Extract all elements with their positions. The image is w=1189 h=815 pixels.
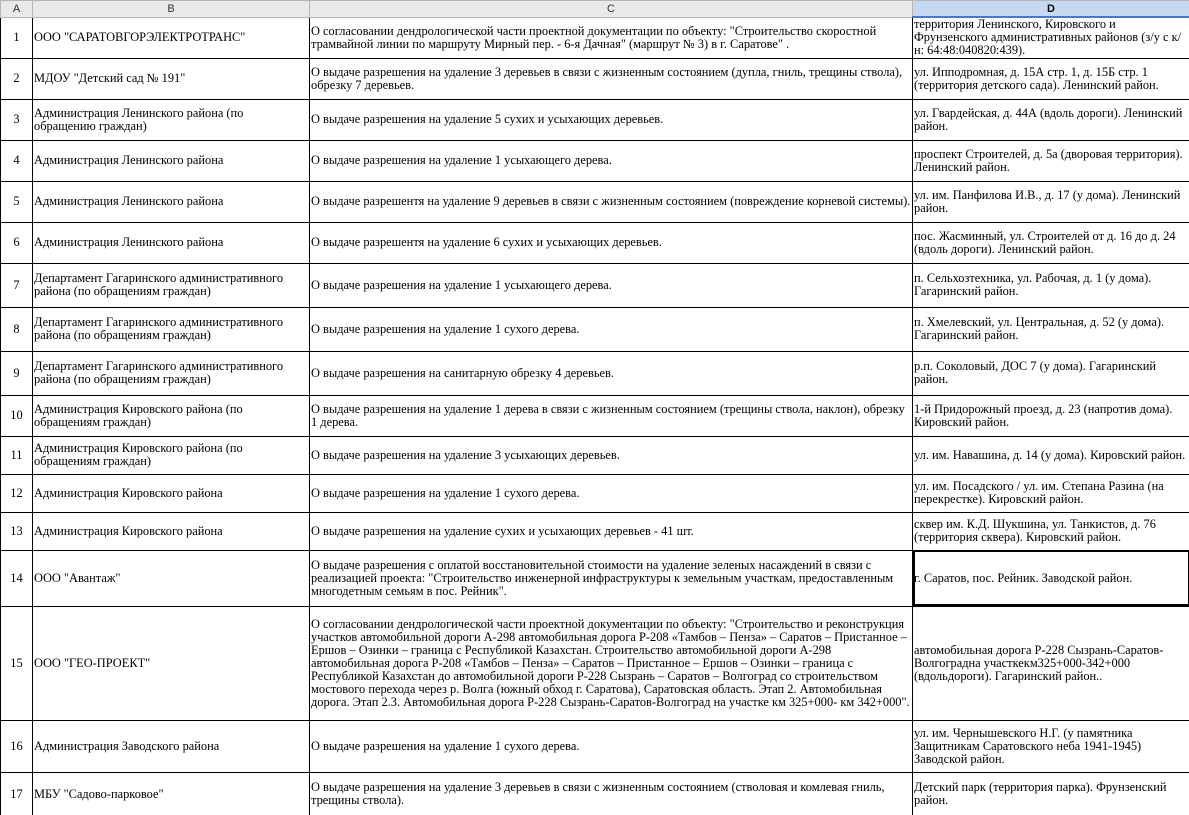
table-row (1, 436, 1189, 474)
address-cell[interactable]: проспект Строителей, д. 5а (дворовая территория). Ленинский район. (913, 140, 1189, 181)
organization-cell[interactable]: ООО "САРАТОВГОРЭЛЕКТРОТРАНС" (33, 17, 310, 58)
subject-cell[interactable]: О выдаче разрешения на удаление 1 дерева в связи с жизненным состоянием (трещины ствола, наклон), обрезку 1 дерева. (310, 395, 913, 436)
row-number-cell[interactable]: 7 (1, 263, 33, 307)
subject-cell[interactable]: О выдаче разрешения на санитарную обрезку 4 деревьев. (310, 351, 913, 395)
row-number-cell[interactable]: 4 (1, 140, 33, 181)
row-number-cell[interactable]: 8 (1, 307, 33, 351)
table-row (1, 550, 1189, 606)
subject-cell[interactable]: О согласовании дендрологической части проектной документации по объекту: "Строительство и реконструкция участков автомобильной дороги А-298 автомобильная дорога Р-208 «Тамбов – Пенза» – Саратов – Пристанное – Ершов – Озинки – граница с Республикой Казахстан. Строительство автомобильной дороги А-298 автомобильная дорога Р-208 «Тамбов – Пенза» – Саратов – Пристанное – Ершов – Озинки – граница с Республикой Казахстан до автомобильной дороги Р-228 Сызрань – Саратов – Волгоград со строительством мостового перехода через р. Волга (южный обход г. Саратова), Саратовская область. Этап 2. Автомобильная дорога. Этап 2.3. Автомобильная дорога Р-228 Сызрань-Саратов-Волгоград на участке км 325+000- км 342+000". (310, 606, 913, 720)
column-header-c[interactable]: C (310, 1, 913, 18)
organization-cell[interactable]: ООО "Авантаж" (33, 550, 310, 606)
row-number-cell[interactable]: 5 (1, 181, 33, 222)
address-cell[interactable]: ул. Гвардейская, д. 44А (вдоль дороги). Ленинский район. (913, 99, 1189, 140)
table-row (1, 474, 1189, 512)
address-cell[interactable]: территория Ленинского, Кировского и Фрунзенского административных районов (з/у с к/н: 64:48:040820:439). (913, 17, 1189, 58)
organization-cell[interactable]: Департамент Гагаринского административного района (по обращениям граждан) (33, 263, 310, 307)
organization-cell[interactable]: МБУ "Садово-парковое" (33, 772, 310, 815)
subject-cell[interactable]: О выдаче разрешения на удаление 1 усыхающего дерева. (310, 140, 913, 181)
table-row (1, 263, 1189, 307)
table-row (1, 140, 1189, 181)
address-cell[interactable]: п. Сельхозтехника, ул. Рабочая, д. 1 (у дома). Гагаринский район. (913, 263, 1189, 307)
table-row (1, 772, 1189, 815)
row-number-cell[interactable]: 9 (1, 351, 33, 395)
table-row (1, 720, 1189, 772)
table-row (1, 351, 1189, 395)
row-number-cell[interactable]: 15 (1, 606, 33, 720)
address-cell[interactable]: автомобильная дорога Р-228 Сызрань-Саратов-Волгоградна участкекм325+000-342+000 (вдольдороги). Гагаринский район.. (913, 606, 1189, 720)
address-cell[interactable]: ул. им. Чернышевского Н.Г. (у памятника Защитникам Саратовского неба 1941-1945) Заводской район. (913, 720, 1189, 772)
address-cell[interactable]: п. Хмелевский, ул. Центральная, д. 52 (у дома). Гагаринский район. (913, 307, 1189, 351)
row-number-cell[interactable]: 16 (1, 720, 33, 772)
subject-cell[interactable]: О выдаче разрешения на удаление 5 сухих и усыхающих деревьев. (310, 99, 913, 140)
organization-cell[interactable]: Департамент Гагаринского административного района (по обращениям граждан) (33, 307, 310, 351)
table-row (1, 222, 1189, 263)
subject-cell[interactable]: О выдаче разрешения на удаление 3 усыхающих деревьев. (310, 436, 913, 474)
organization-cell[interactable]: Администрация Ленинского района (33, 181, 310, 222)
row-number-cell[interactable]: 1 (1, 17, 33, 58)
subject-cell[interactable]: О выдаче разрешения с оплатой восстановительной стоимости на удаление зеленых насаждений в связи с реализацией проекта: "Строительство инженерной инфраструктуры к земельным участкам, предоставленным многодетным семьям в пос. Рейник". (310, 550, 913, 606)
organization-cell[interactable]: Администрация Кировского района (33, 512, 310, 550)
subject-cell[interactable]: О согласовании дендрологической части проектной документации по объекту: "Строительство скоростной трамвайной линии по маршруту Мирный пер. - 6-я Дачная" (маршрут № 3) в г. Саратове" . (310, 17, 913, 58)
column-header-b[interactable]: B (33, 1, 310, 18)
organization-cell[interactable]: ООО "ГЕО-ПРОЕКТ" (33, 606, 310, 720)
row-number-cell[interactable]: 11 (1, 436, 33, 474)
address-cell[interactable]: р.п. Соколовый, ДОС 7 (у дома). Гагаринский район. (913, 351, 1189, 395)
organization-cell[interactable]: Администрация Кировского района (33, 474, 310, 512)
organization-cell[interactable]: Администрация Ленинского района (33, 222, 310, 263)
address-cell[interactable]: ул. им. Навашина, д. 14 (у дома). Кировский район. (913, 436, 1189, 474)
address-cell[interactable]: ул. Ипподромная, д. 15А стр. 1, д. 15Б стр. 1 (территория детского сада). Ленинский район. (913, 58, 1189, 99)
subject-cell[interactable]: О выдаче разрешентя на удаление 9 деревьев в связи с жизненным состоянием (повреждение корневой системы). (310, 181, 913, 222)
row-number-cell[interactable]: 17 (1, 772, 33, 815)
table-row (1, 58, 1189, 99)
subject-cell[interactable]: О выдаче разрешения на удаление 3 деревьев в связи с жизненным состоянием (стволовая и комлевая гниль, трещины ствола). (310, 772, 913, 815)
organization-cell[interactable]: МДОУ "Детский сад № 191" (33, 58, 310, 99)
table-row (1, 307, 1189, 351)
subject-cell[interactable]: О выдаче разрешентя на удаление 6 сухих и усыхающих деревьев. (310, 222, 913, 263)
row-number-cell[interactable]: 10 (1, 395, 33, 436)
subject-cell[interactable]: О выдаче разрешения на удаление 1 усыхающего дерева. (310, 263, 913, 307)
address-cell[interactable]: 1-й Придорожный проезд, д. 23 (напротив дома). Кировский район. (913, 395, 1189, 436)
table-row (1, 512, 1189, 550)
address-cell[interactable]: Детский парк (территория парка). Фрунзенский район. (913, 772, 1189, 815)
row-number-cell[interactable]: 2 (1, 58, 33, 99)
column-header-row (1, 1, 1189, 18)
column-header-a[interactable]: A (1, 1, 33, 18)
subject-cell[interactable]: О выдаче разрешения на удаление 1 сухого дерева. (310, 474, 913, 512)
address-cell[interactable]: ул. им. Посадского / ул. им. Степана Разина (на перекрестке). Кировский район. (913, 474, 1189, 512)
row-number-cell[interactable]: 12 (1, 474, 33, 512)
subject-cell[interactable]: О выдаче разрешения на удаление сухих и усыхающих деревьев - 41 шт. (310, 512, 913, 550)
row-number-cell[interactable]: 14 (1, 550, 33, 606)
row-number-cell[interactable]: 6 (1, 222, 33, 263)
subject-cell[interactable]: О выдаче разрешения на удаление 1 сухого дерева. (310, 720, 913, 772)
organization-cell[interactable]: Администрация Кировского района (по обращениям граждан) (33, 436, 310, 474)
address-cell[interactable]: ул. им. Панфилова И.В., д. 17 (у дома). Ленинский район. (913, 181, 1189, 222)
organization-cell[interactable]: Администрация Заводского района (33, 720, 310, 772)
table-row (1, 606, 1189, 720)
table-row (1, 99, 1189, 140)
table-row (1, 395, 1189, 436)
subject-cell[interactable]: О выдаче разрешения на удаление 1 сухого дерева. (310, 307, 913, 351)
address-cell[interactable]: пос. Жасминный, ул. Строителей от д. 16 до д. 24 (вдоль дороги). Ленинский район. (913, 222, 1189, 263)
address-cell-active[interactable]: г. Саратов, пос. Рейник. Заводской район. (913, 550, 1189, 606)
organization-cell[interactable]: Администрация Ленинского района (по обращению граждан) (33, 99, 310, 140)
row-number-cell[interactable]: 13 (1, 512, 33, 550)
address-cell[interactable]: сквер им. К.Д. Шукшина, ул. Танкистов, д. 76 (территория сквера). Кировский район. (913, 512, 1189, 550)
organization-cell[interactable]: Администрация Кировского района (по обращениям граждан) (33, 395, 310, 436)
table-row (1, 181, 1189, 222)
row-number-cell[interactable]: 3 (1, 99, 33, 140)
column-header-d[interactable]: D (913, 1, 1189, 18)
table-row (1, 17, 1189, 58)
subject-cell[interactable]: О выдаче разрешения на удаление 3 деревьев в связи с жизненным состоянием (дупла, гниль, трещины ствола), обрезку 7 деревьев. (310, 58, 913, 99)
organization-cell[interactable]: Администрация Ленинского района (33, 140, 310, 181)
organization-cell[interactable]: Департамент Гагаринского административного района (по обращениям граждан) (33, 351, 310, 395)
